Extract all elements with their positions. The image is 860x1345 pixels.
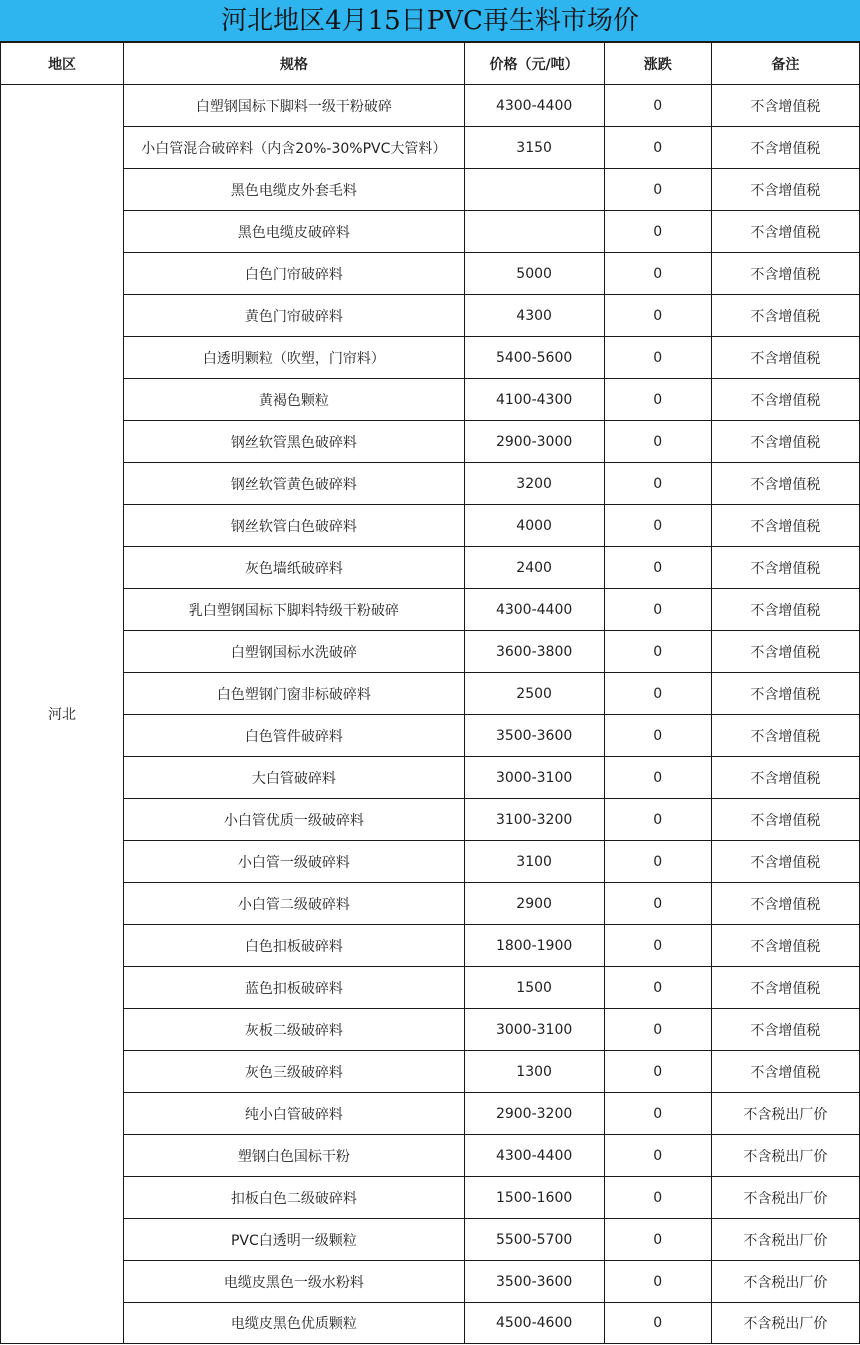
table-row bbox=[1, 1135, 860, 1177]
price-cell: 4300-4400 bbox=[464, 85, 604, 127]
header-price: 价格（元/吨） bbox=[464, 43, 604, 85]
price-cell: 4000 bbox=[464, 505, 604, 547]
table-row bbox=[1, 463, 860, 505]
change-cell: 0 bbox=[604, 841, 711, 883]
price-cell: 1500-1600 bbox=[464, 1177, 604, 1219]
price-cell: 2900-3000 bbox=[464, 421, 604, 463]
spec-cell: 蓝色扣板破碎料 bbox=[124, 967, 464, 1009]
table-row bbox=[1, 337, 860, 379]
table-row bbox=[1, 211, 860, 253]
change-cell: 0 bbox=[604, 253, 711, 295]
spec-cell: 小白管混合破碎料（内含20%-30%PVC大管料） bbox=[124, 127, 464, 169]
price-cell: 1500 bbox=[464, 967, 604, 1009]
note-cell: 不含税出厂价 bbox=[711, 1093, 859, 1135]
price-cell bbox=[464, 211, 604, 253]
change-cell: 0 bbox=[604, 1135, 711, 1177]
spec-cell: 电缆皮黑色优质颗粒 bbox=[124, 1303, 464, 1344]
spec-cell: 白色扣板破碎料 bbox=[124, 925, 464, 967]
price-cell: 3100 bbox=[464, 841, 604, 883]
change-cell: 0 bbox=[604, 169, 711, 211]
table-row bbox=[1, 673, 860, 715]
price-table bbox=[0, 42, 860, 1344]
spec-cell: 小白管一级破碎料 bbox=[124, 841, 464, 883]
table-row bbox=[1, 421, 860, 463]
table-row bbox=[1, 253, 860, 295]
price-cell: 2900-3200 bbox=[464, 1093, 604, 1135]
spec-cell: 白色塑钢门窗非标破碎料 bbox=[124, 673, 464, 715]
table-row bbox=[1, 1219, 860, 1261]
spec-cell: 塑钢白色国标干粉 bbox=[124, 1135, 464, 1177]
header-region: 地区 bbox=[1, 43, 124, 85]
price-cell: 5000 bbox=[464, 253, 604, 295]
change-cell: 0 bbox=[604, 925, 711, 967]
spec-cell: 大白管破碎料 bbox=[124, 757, 464, 799]
change-cell: 0 bbox=[604, 421, 711, 463]
change-cell: 0 bbox=[604, 295, 711, 337]
header-change: 涨跌 bbox=[604, 43, 711, 85]
note-cell: 不含增值税 bbox=[711, 127, 859, 169]
note-cell: 不含增值税 bbox=[711, 1009, 859, 1051]
change-cell: 0 bbox=[604, 673, 711, 715]
note-cell: 不含税出厂价 bbox=[711, 1177, 859, 1219]
change-cell: 0 bbox=[604, 1261, 711, 1303]
price-cell: 4500-4600 bbox=[464, 1303, 604, 1344]
price-cell: 4100-4300 bbox=[464, 379, 604, 421]
price-cell: 4300-4400 bbox=[464, 589, 604, 631]
header-note: 备注 bbox=[711, 43, 859, 85]
change-cell: 0 bbox=[604, 967, 711, 1009]
price-cell: 3150 bbox=[464, 127, 604, 169]
note-cell: 不含税出厂价 bbox=[711, 1219, 859, 1261]
note-cell: 不含增值税 bbox=[711, 1051, 859, 1093]
sheet-title: 河北地区4月15日PVC再生料市场价 bbox=[0, 0, 860, 42]
table-row bbox=[1, 967, 860, 1009]
note-cell: 不含税出厂价 bbox=[711, 1261, 859, 1303]
change-cell: 0 bbox=[604, 127, 711, 169]
change-cell: 0 bbox=[604, 589, 711, 631]
spec-cell: 灰色墙纸破碎料 bbox=[124, 547, 464, 589]
spec-cell: 乳白塑钢国标下脚料特级干粉破碎 bbox=[124, 589, 464, 631]
table-body bbox=[1, 85, 860, 1344]
table-row bbox=[1, 925, 860, 967]
spec-cell: 白塑钢国标下脚料一级干粉破碎 bbox=[124, 85, 464, 127]
change-cell: 0 bbox=[604, 337, 711, 379]
change-cell: 0 bbox=[604, 1219, 711, 1261]
price-cell bbox=[464, 169, 604, 211]
change-cell: 0 bbox=[604, 883, 711, 925]
table-row bbox=[1, 589, 860, 631]
note-cell: 不含税出厂价 bbox=[711, 1303, 859, 1344]
change-cell: 0 bbox=[604, 715, 711, 757]
table-row bbox=[1, 1177, 860, 1219]
price-cell: 2400 bbox=[464, 547, 604, 589]
note-cell: 不含增值税 bbox=[711, 799, 859, 841]
note-cell: 不含税出厂价 bbox=[711, 1135, 859, 1177]
table-row bbox=[1, 85, 860, 127]
change-cell: 0 bbox=[604, 1093, 711, 1135]
table-row bbox=[1, 295, 860, 337]
note-cell: 不含增值税 bbox=[711, 673, 859, 715]
price-cell: 3000-3100 bbox=[464, 757, 604, 799]
change-cell: 0 bbox=[604, 1303, 711, 1344]
spec-cell: 白色管件破碎料 bbox=[124, 715, 464, 757]
table-row bbox=[1, 127, 860, 169]
change-cell: 0 bbox=[604, 85, 711, 127]
table-row bbox=[1, 757, 860, 799]
note-cell: 不含增值税 bbox=[711, 883, 859, 925]
price-cell: 2900 bbox=[464, 883, 604, 925]
spec-cell: 灰板二级破碎料 bbox=[124, 1009, 464, 1051]
note-cell: 不含增值税 bbox=[711, 421, 859, 463]
note-cell: 不含增值税 bbox=[711, 295, 859, 337]
change-cell: 0 bbox=[604, 757, 711, 799]
change-cell: 0 bbox=[604, 379, 711, 421]
table-row bbox=[1, 1261, 860, 1303]
price-cell: 4300 bbox=[464, 295, 604, 337]
change-cell: 0 bbox=[604, 631, 711, 673]
spec-cell: 白塑钢国标水洗破碎 bbox=[124, 631, 464, 673]
table-row bbox=[1, 505, 860, 547]
note-cell: 不含增值税 bbox=[711, 547, 859, 589]
price-cell: 2500 bbox=[464, 673, 604, 715]
spec-cell: 钢丝软管白色破碎料 bbox=[124, 505, 464, 547]
price-cell: 3000-3100 bbox=[464, 1009, 604, 1051]
spec-cell: 黑色电缆皮外套毛料 bbox=[124, 169, 464, 211]
price-cell: 3200 bbox=[464, 463, 604, 505]
change-cell: 0 bbox=[604, 505, 711, 547]
price-cell: 3500-3600 bbox=[464, 1261, 604, 1303]
table-row bbox=[1, 883, 860, 925]
table-row bbox=[1, 1303, 860, 1344]
change-cell: 0 bbox=[604, 1177, 711, 1219]
change-cell: 0 bbox=[604, 1009, 711, 1051]
spec-cell: 钢丝软管黑色破碎料 bbox=[124, 421, 464, 463]
note-cell: 不含增值税 bbox=[711, 631, 859, 673]
spec-cell: 小白管二级破碎料 bbox=[124, 883, 464, 925]
spec-cell: 灰色三级破碎料 bbox=[124, 1051, 464, 1093]
spec-cell: 纯小白管破碎料 bbox=[124, 1093, 464, 1135]
change-cell: 0 bbox=[604, 1051, 711, 1093]
note-cell: 不含增值税 bbox=[711, 379, 859, 421]
table-header-row bbox=[1, 43, 860, 85]
spec-cell: 白透明颗粒（吹塑，门帘料） bbox=[124, 337, 464, 379]
note-cell: 不含增值税 bbox=[711, 505, 859, 547]
price-cell: 1300 bbox=[464, 1051, 604, 1093]
change-cell: 0 bbox=[604, 799, 711, 841]
table-row bbox=[1, 841, 860, 883]
price-cell: 4300-4400 bbox=[464, 1135, 604, 1177]
spec-cell: 小白管优质一级破碎料 bbox=[124, 799, 464, 841]
note-cell: 不含增值税 bbox=[711, 967, 859, 1009]
table-row bbox=[1, 631, 860, 673]
table-row bbox=[1, 1093, 860, 1135]
price-cell: 5400-5600 bbox=[464, 337, 604, 379]
spec-cell: 白色门帘破碎料 bbox=[124, 253, 464, 295]
spec-cell: 扣板白色二级破碎料 bbox=[124, 1177, 464, 1219]
note-cell: 不含增值税 bbox=[711, 841, 859, 883]
spec-cell: 钢丝软管黄色破碎料 bbox=[124, 463, 464, 505]
region-cell: 河北 bbox=[1, 85, 124, 1344]
spec-cell: 电缆皮黑色一级水粉料 bbox=[124, 1261, 464, 1303]
change-cell: 0 bbox=[604, 463, 711, 505]
change-cell: 0 bbox=[604, 547, 711, 589]
table-row bbox=[1, 799, 860, 841]
note-cell: 不含增值税 bbox=[711, 85, 859, 127]
note-cell: 不含增值税 bbox=[711, 715, 859, 757]
note-cell: 不含增值税 bbox=[711, 925, 859, 967]
note-cell: 不含增值税 bbox=[711, 757, 859, 799]
price-cell: 1800-1900 bbox=[464, 925, 604, 967]
table-row bbox=[1, 1051, 860, 1093]
table-row bbox=[1, 379, 860, 421]
header-spec: 规格 bbox=[124, 43, 464, 85]
table-row bbox=[1, 547, 860, 589]
spec-cell: PVC白透明一级颗粒 bbox=[124, 1219, 464, 1261]
note-cell: 不含增值税 bbox=[711, 337, 859, 379]
table-row bbox=[1, 1009, 860, 1051]
price-cell: 3500-3600 bbox=[464, 715, 604, 757]
spec-cell: 黑色电缆皮破碎料 bbox=[124, 211, 464, 253]
table-row bbox=[1, 169, 860, 211]
change-cell: 0 bbox=[604, 211, 711, 253]
table-row bbox=[1, 715, 860, 757]
price-cell: 5500-5700 bbox=[464, 1219, 604, 1261]
note-cell: 不含增值税 bbox=[711, 169, 859, 211]
note-cell: 不含增值税 bbox=[711, 253, 859, 295]
note-cell: 不含增值税 bbox=[711, 589, 859, 631]
price-cell: 3600-3800 bbox=[464, 631, 604, 673]
note-cell: 不含增值税 bbox=[711, 463, 859, 505]
spec-cell: 黄色门帘破碎料 bbox=[124, 295, 464, 337]
price-cell: 3100-3200 bbox=[464, 799, 604, 841]
note-cell: 不含增值税 bbox=[711, 211, 859, 253]
spec-cell: 黄褐色颗粒 bbox=[124, 379, 464, 421]
